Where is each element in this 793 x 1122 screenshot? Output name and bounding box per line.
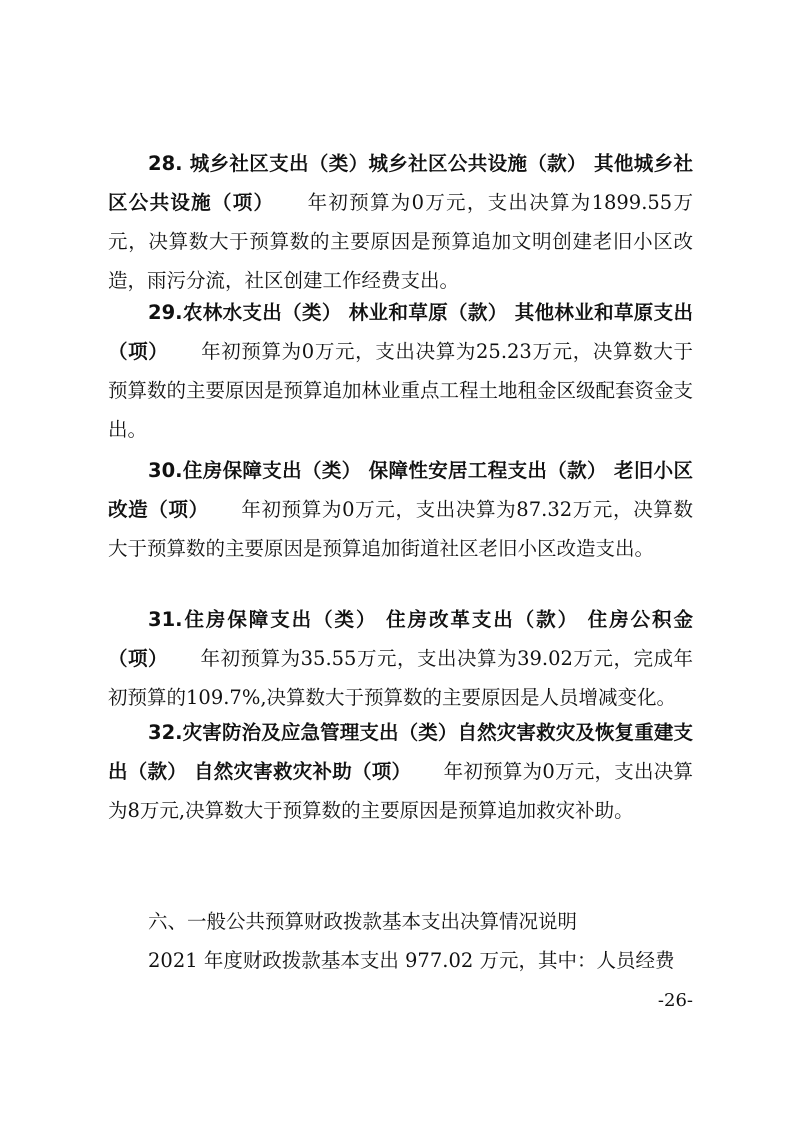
item-29 xyxy=(108,293,693,449)
item-heading: 28. 城乡社区支出（类）城乡社区公共设施（款） 其他城乡社区公共设施（项） xyxy=(108,152,693,214)
section-title: 六、一般公共预算财政拨款基本支出决算情况说明 xyxy=(148,910,578,933)
item-heading: 31.住房保障支出（类） 住房改革支出（款） 住房公积金（项） xyxy=(108,608,693,670)
item-31 xyxy=(108,600,693,717)
item-text: 年初预算为0万元，支出决算为1899.55万元，决算数大于预算数的主要原因是预算追加文明创建老旧小区改造，雨污分流，社区创建工作经费支出。 xyxy=(108,191,693,292)
item-text: 年初预算为0万元，支出决算为25.23万元，决算数大于预算数的主要原因是预算追加林业重点工程土地租金区级配套资金支出。 xyxy=(108,340,694,441)
item-text: 年初预算为35.55万元，支出决算为39.02万元，完成年初预算的109.7%,决算数大于预算数的主要原因是人员增减变化。 xyxy=(108,647,693,709)
item-28 xyxy=(108,144,693,300)
item-text: 年初预算为0万元，支出决算为8万元,决算数大于预算数的主要原因是预算追加救灾补助。 xyxy=(108,760,693,822)
item-text: 年初预算为0万元，支出决算为87.32万元，决算数大于预算数的主要原因是预算追加街道社区老旧小区改造支出。 xyxy=(108,498,693,560)
page-number: -26- xyxy=(657,990,693,1011)
item-heading: 32.灾害防治及应急管理支出（类）自然灾害救灾及恢复重建支出（款） 自然灾害救灾补助（项） xyxy=(108,721,693,783)
item-32 xyxy=(108,713,693,830)
item-heading: 30.住房保障支出（类） 保障性安居工程支出（款） 老旧小区改造（项） xyxy=(108,459,693,521)
item-30 xyxy=(108,451,693,568)
item-heading: 29.农林水支出（类） 林业和草原（款） 其他林业和草原支出（项） xyxy=(108,301,693,363)
section-summary: 2021 年度财政拨款基本支出 977.02 万元，其中：人员经费 xyxy=(148,949,675,972)
